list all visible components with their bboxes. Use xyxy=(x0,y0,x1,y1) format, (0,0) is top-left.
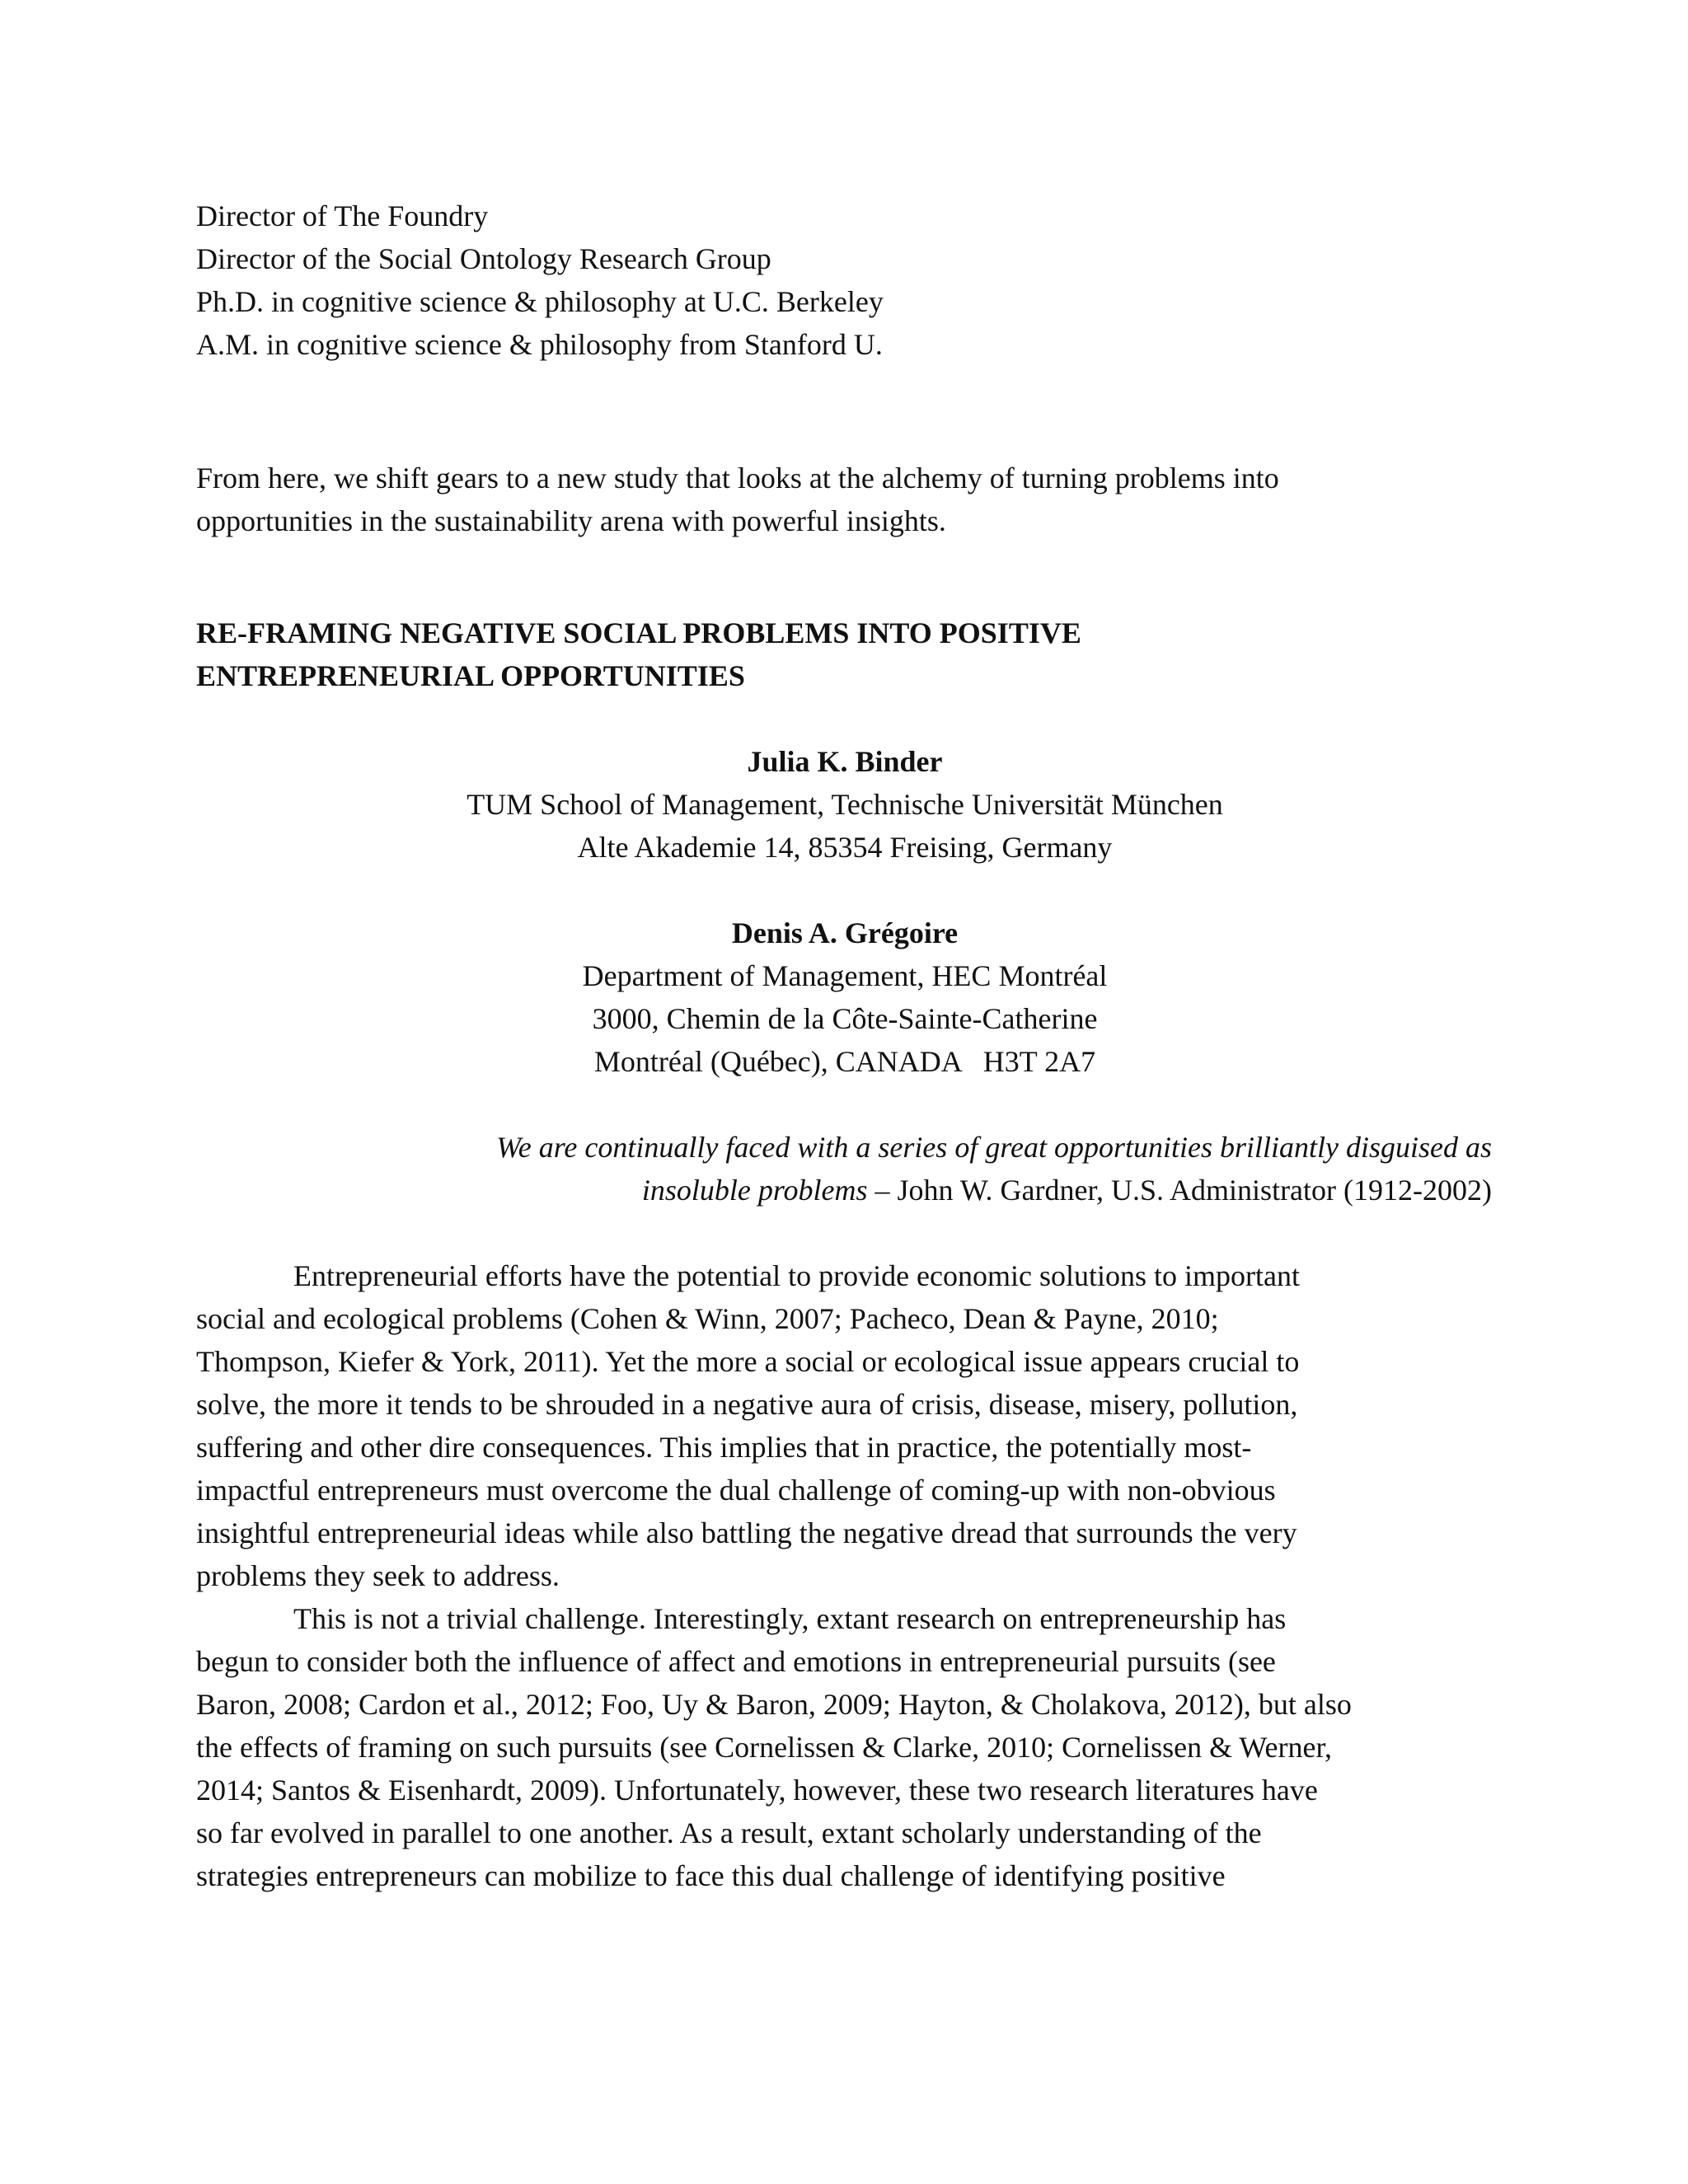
author-block-gregoire xyxy=(196,912,1493,1083)
epigraph-quote-line: We are continually faced with a series of great opportunities brilliantly disguised as xyxy=(496,1131,1492,1164)
paragraph-line: insightful entrepreneurial ideas while also battling the negative dread that surrounds the very xyxy=(196,1516,1297,1549)
title-line: RE-FRAMING NEGATIVE SOCIAL PROBLEMS INTO POSITIVE xyxy=(196,616,1081,649)
body-paragraph xyxy=(196,1597,1492,1897)
transition-line: opportunities in the sustainability arena with powerful insights. xyxy=(196,504,946,537)
credential-line: Director of the Social Ontology Research Group xyxy=(196,242,771,275)
credential-line: A.M. in cognitive science & philosophy from Stanford U. xyxy=(196,328,883,361)
transition-line: From here, we shift gears to a new study that looks at the alchemy of turning problems into xyxy=(196,462,1279,494)
paragraph-line: 2014; Santos & Eisenhardt, 2009). Unfortunately, however, these two research literatures have xyxy=(196,1774,1318,1807)
epigraph xyxy=(196,1126,1492,1212)
paragraph-line: social and ecological problems (Cohen & Winn, 2007; Pacheco, Dean & Payne, 2010; xyxy=(196,1302,1219,1335)
paragraph-line: the effects of framing on such pursuits (see Cornelissen & Clarke, 2010; Cornelissen & Werner, xyxy=(196,1731,1333,1764)
paragraph-line: strategies entrepreneurs can mobilize to face this dual challenge of identifying positive xyxy=(196,1859,1226,1892)
article-title xyxy=(196,612,1492,697)
author-name: Denis A. Grégoire xyxy=(731,916,959,949)
author-block-binder xyxy=(196,740,1493,869)
author-affiliation: TUM School of Management, Technische Universität München xyxy=(467,788,1223,821)
body-text xyxy=(196,1254,1492,1897)
epigraph-attribution: – John W. Gardner, U.S. Administrator (1912-2002) xyxy=(867,1174,1492,1207)
epigraph-attribution-line xyxy=(196,1169,1492,1212)
credential-line: Director of The Foundry xyxy=(196,199,489,232)
paragraph-line: solve, the more it tends to be shrouded in a negative aura of crisis, disease, misery, pollution, xyxy=(196,1388,1298,1421)
author-affiliation: Department of Management, HEC Montréal xyxy=(582,959,1108,992)
author-address: Montréal (Québec), CANADA H3T 2A7 xyxy=(593,1045,1096,1078)
author-address: 3000, Chemin de la Côte-Sainte-Catherine xyxy=(592,1002,1098,1035)
paragraph-line: Entrepreneurial efforts have the potential to provide economic solutions to important xyxy=(293,1259,1300,1292)
author-name: Julia K. Binder xyxy=(747,745,943,778)
paragraph-line: Thompson, Kiefer & York, 2011). Yet the more a social or ecological issue appears crucial to xyxy=(196,1345,1300,1378)
paragraph-line: so far evolved in parallel to one another. As a result, extant scholarly understanding of the xyxy=(196,1816,1262,1849)
paragraph-line: problems they seek to address. xyxy=(196,1559,560,1592)
author-credentials xyxy=(196,194,1492,366)
body-paragraph xyxy=(196,1254,1492,1597)
paragraph-line: This is not a trivial challenge. Interestingly, extant research on entrepreneurship has xyxy=(293,1602,1287,1635)
paragraph-line: suffering and other dire consequences. This implies that in practice, the potentially most- xyxy=(196,1431,1252,1464)
epigraph-quote-end: insoluble problems xyxy=(641,1174,868,1207)
paragraph-line: impactful entrepreneurs must overcome the dual challenge of coming-up with non-obvious xyxy=(196,1474,1276,1507)
credential-line: Ph.D. in cognitive science & philosophy at U.C. Berkeley xyxy=(196,285,884,318)
paragraph-line: Baron, 2008; Cardon et al., 2012; Foo, Uy & Baron, 2009; Hayton, & Cholakova, 2012), but also xyxy=(196,1688,1352,1721)
paragraph-line: begun to consider both the influence of affect and emotions in entrepreneurial pursuits (see xyxy=(196,1645,1276,1678)
transition-paragraph xyxy=(196,457,1492,542)
title-line: ENTREPRENEURIAL OPPORTUNITIES xyxy=(196,659,745,692)
document-page xyxy=(196,194,1492,1897)
author-address: Alte Akademie 14, 85354 Freising, Germany xyxy=(577,831,1113,864)
